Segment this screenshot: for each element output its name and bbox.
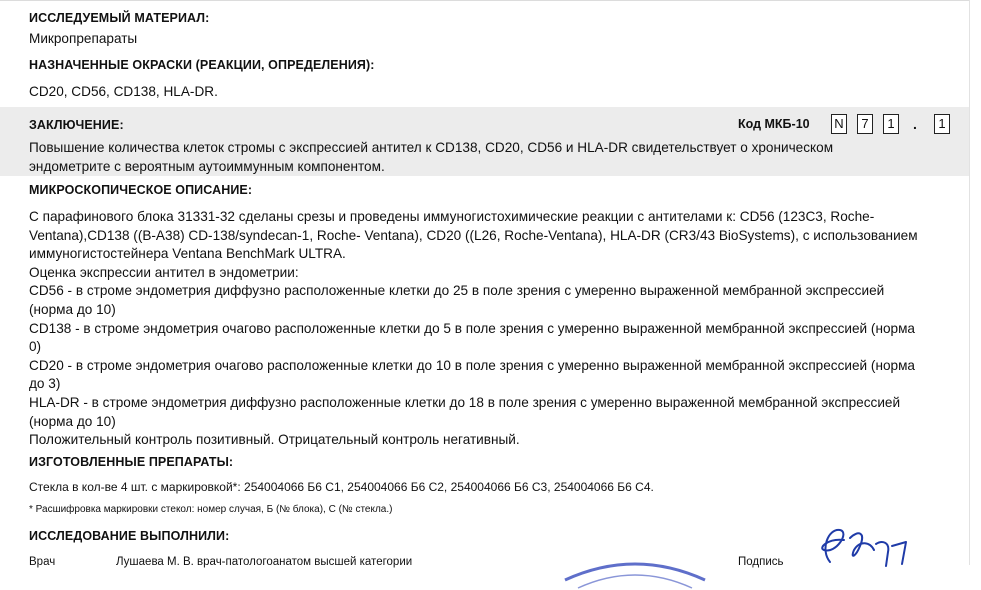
stamp-edge	[560, 550, 710, 590]
right-rule	[969, 0, 970, 565]
mkb-char-box: N	[831, 114, 847, 134]
top-rule	[0, 0, 970, 1]
description-paragraph: CD20 - в строме эндометрия очагово расположенные клетки до 10 в поле зрения с умеренно выраженной мембранной экспрессией (норма до 3)	[29, 357, 915, 392]
prepared-text: Стекла в кол-ве 4 шт. с маркировкой*: 254004066 Б6 С1, 254004066 Б6 С2, 254004066 Б6 С3, 254004066 Б6 С4.	[29, 480, 654, 494]
description-paragraph: С парафинового блока 31331-32 сделаны срезы и проведены иммуногистохимические реакции с антителами к: CD56 (123C3, Roche-Ventana),CD138 ((B-A38) CD-138/syndecan-1, Roche- Ventana), CD20 ((L26, Roche-Ventana), HLA-DR (CR3/43 BioSystems), с использованием иммуногистостейнера Ventana BenchMark ULTRA.	[29, 209, 918, 262]
stains-value: CD20, CD56, CD138, HLA-DR.	[29, 84, 218, 99]
prepared-heading: ИЗГОТОВЛЕННЫЕ ПРЕПАРАТЫ:	[29, 455, 234, 469]
description-paragraph: Положительный контроль позитивный. Отрицательный контроль негативный.	[29, 432, 520, 448]
conclusion-text: Повышение количества клеток стромы с экспрессией антител к CD138, CD20, CD56 и HLA-DR свидетельствует о хроническом эндометрите с вероятным аутоиммунным компонентом.	[29, 140, 834, 174]
microscopic-heading: МИКРОСКОПИЧЕСКОЕ ОПИСАНИЕ:	[29, 183, 253, 197]
signature-mark	[810, 520, 920, 570]
conclusion-heading: ЗАКЛЮЧЕНИЕ:	[29, 118, 124, 132]
stains-heading: НАЗНАЧЕННЫЕ ОКРАСКИ (РЕАКЦИИ, ОПРЕДЕЛЕНИЯ):	[29, 58, 375, 72]
mkb-dot: .	[913, 116, 917, 132]
description-paragraph: CD138 - в строме эндометрия очагово расположенные клетки до 5 в поле зрения с умеренно выраженной мембранной экспрессией (норма 0)	[29, 320, 915, 355]
mkb-char-box: 1	[934, 114, 950, 134]
doctor-name: Лушаева М. В. врач-патологоанатом высшей категории	[116, 556, 413, 568]
performed-heading: ИССЛЕДОВАНИЕ ВЫПОЛНИЛИ:	[29, 529, 230, 543]
doctor-role: Врач	[29, 556, 56, 568]
description-paragraph: CD56 - в строме эндометрия диффузно расположенные клетки до 25 в поле зрения с умеренно выраженной мембранной экспрессией (норма до 10)	[29, 283, 885, 317]
description-paragraph: Оценка экспрессии антител в эндометрии:	[29, 264, 299, 280]
material-heading: ИССЛЕДУЕМЫЙ МАТЕРИАЛ:	[29, 11, 210, 25]
microscopic-description	[29, 208, 929, 450]
mkb-char-box: 1	[883, 114, 899, 134]
signature-label: Подпись	[738, 556, 784, 568]
material-value: Микропрепараты	[29, 31, 138, 46]
mkb-label: Код МКБ-10	[738, 117, 810, 131]
description-paragraph: HLA-DR - в строме эндометрия диффузно расположенные клетки до 18 в поле зрения с умеренно выраженной мембранной экспрессией (норма до 10)	[29, 394, 901, 429]
marking-note: * Расшифровка маркировки стекол: номер случая, Б (№ блока), С (№ стекла.)	[29, 504, 393, 515]
mkb-char-box: 7	[857, 114, 873, 134]
